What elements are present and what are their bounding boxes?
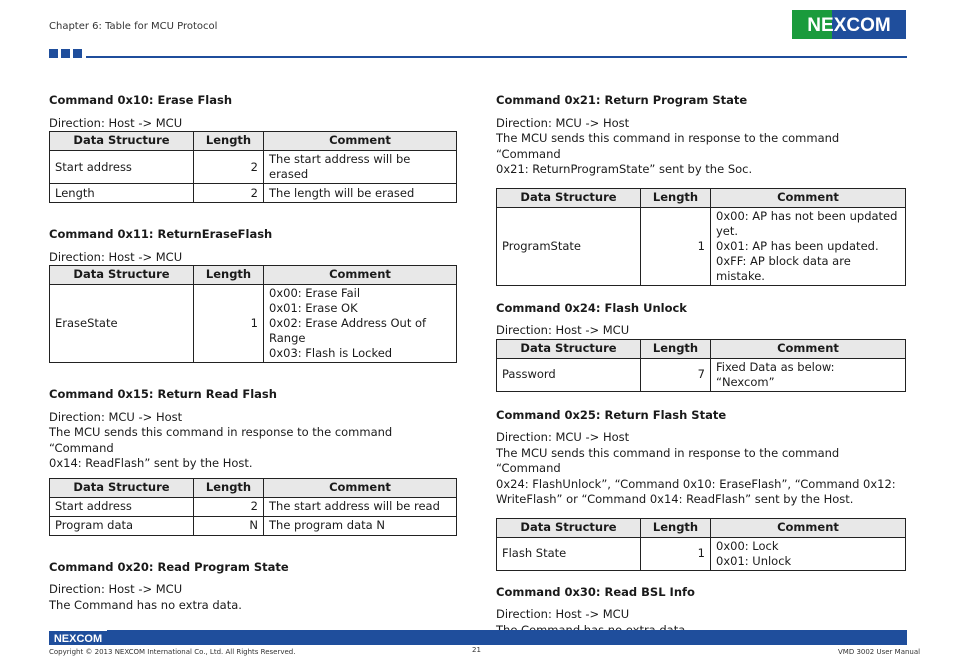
direction-0x21: Direction: MCU -> Host (496, 115, 630, 130)
table-row (50, 151, 457, 184)
section-title-0x21: Command 0x21: Return Program State (496, 93, 748, 107)
logo-text: NEXCOM (807, 15, 891, 36)
cell-field: Length (50, 184, 194, 203)
col-header: Comment (711, 188, 906, 207)
table-row (497, 207, 906, 285)
section-title-0x15: Command 0x15: Return Read Flash (49, 387, 277, 401)
table-row (497, 358, 906, 391)
table-0x25 (496, 518, 906, 571)
comment-line: 0x01: Unlock (716, 553, 792, 568)
col-header: Length (194, 266, 264, 285)
cell-field: Password (497, 358, 641, 391)
table-0x21 (496, 188, 906, 286)
table-row (50, 184, 457, 203)
cell-length: 2 (194, 497, 264, 516)
cell-length: N (194, 516, 264, 535)
col-header: Data Structure (497, 339, 641, 358)
page-number: 21 (472, 646, 481, 654)
comment-line: 0x02: Erase Address Out of Range (269, 316, 427, 345)
direction-0x15: Direction: MCU -> Host (49, 409, 183, 424)
cell-length: 1 (641, 537, 711, 570)
col-header: Data Structure (497, 188, 641, 207)
cell-length: 7 (641, 358, 711, 391)
table-row (497, 537, 906, 570)
direction-0x30: Direction: Host -> MCU (496, 607, 630, 621)
header-divider (86, 56, 907, 58)
cell-length: 2 (194, 184, 264, 203)
cell-field: Program data (50, 516, 194, 535)
direction-0x10: Direction: Host -> MCU (49, 115, 183, 130)
cell-comment (264, 285, 457, 363)
comment-line: Fixed Data as below: (716, 359, 835, 374)
nexcom-footer-logo (49, 631, 107, 645)
description-line: The Command has no extra data. (49, 597, 242, 612)
description-line: The MCU sends this command in response to the command “Command (49, 425, 393, 455)
comment-line: “Nexcom” (716, 374, 775, 389)
col-header: Comment (711, 339, 906, 358)
nexcom-logo (792, 10, 906, 39)
table-row (50, 285, 457, 363)
section-title-0x25: Command 0x25: Return Flash State (496, 407, 727, 422)
right-column (496, 93, 906, 638)
comment-line: 0x00: Lock (716, 538, 779, 553)
col-header: Length (641, 188, 711, 207)
section-title-0x30: Command 0x30: Read BSL Info (496, 584, 695, 599)
col-header: Comment (264, 266, 457, 285)
direction-0x20: Direction: Host -> MCU (49, 582, 183, 596)
direction-0x24: Direction: Host -> MCU (496, 323, 630, 337)
comment-line: 0x01: Erase OK (269, 301, 358, 315)
cell-field: Flash State (497, 537, 641, 570)
direction-0x11: Direction: Host -> MCU (49, 249, 183, 264)
footer-bar (107, 630, 907, 645)
direction-0x25: Direction: MCU -> Host (496, 430, 630, 444)
description-line: 0x14: ReadFlash” sent by the Host. (49, 456, 253, 470)
cell-length: 1 (194, 285, 264, 363)
section-title-0x24: Command 0x24: Flash Unlock (496, 300, 687, 315)
description-line: WriteFlash” or “Command 0x14: ReadFlash” sent by the Host. (496, 492, 854, 506)
manual-title: VMD 3002 User Manual (838, 648, 921, 656)
copyright: Copyright © 2013 NEXCOM International Co., Ltd. All Rights Reserved. (49, 648, 296, 656)
table-row (50, 497, 457, 516)
col-header: Data Structure (50, 132, 194, 151)
cell-comment (711, 207, 906, 285)
comment-line: 0x03: Flash is Locked (269, 346, 393, 360)
cell-comment (711, 358, 906, 391)
description-line: 0x24: FlashUnlock”, “Command 0x10: EraseFlash”, “Command 0x12: (496, 476, 896, 491)
cell-comment (711, 537, 906, 570)
comment-line: 0xFF: AP block data are mistake. (716, 253, 851, 283)
col-header: Data Structure (50, 266, 194, 285)
cell-comment: The start address will be erased (264, 151, 457, 184)
cell-field: Start address (50, 497, 194, 516)
left-column (49, 93, 457, 613)
description-line: The MCU sends this command in response to the command “Command (496, 131, 840, 161)
cell-field: EraseState (50, 285, 194, 363)
cell-length: 1 (641, 207, 711, 285)
col-header: Comment (264, 478, 457, 497)
table-row (50, 516, 457, 535)
comment-line: 0x00: AP has not been updated yet. (716, 208, 898, 238)
comment-line: 0x01: AP has been updated. (716, 238, 879, 253)
col-header: Length (194, 478, 264, 497)
table-0x10 (49, 131, 457, 203)
col-header: Data Structure (497, 518, 641, 537)
cell-field: Start address (50, 151, 194, 184)
section-title-0x11: Command 0x11: ReturnEraseFlash (49, 227, 273, 241)
cell-comment: The start address will be read (264, 497, 457, 516)
comment-line: 0x00: Erase Fail (269, 286, 361, 300)
chapter-title: Chapter 6: Table for MCU Protocol (49, 21, 218, 32)
col-header: Comment (264, 132, 457, 151)
footer-logo-text: NEXCOM (53, 633, 103, 645)
cell-field: ProgramState (497, 207, 641, 285)
col-header: Comment (711, 518, 906, 537)
section-title-0x20: Command 0x20: Read Program State (49, 559, 289, 574)
header-squares (49, 49, 82, 58)
cell-comment: The program data N (264, 516, 457, 535)
description-line: The MCU sends this command in response to the command “Command (496, 445, 840, 475)
section-title-0x10: Command 0x10: Erase Flash (49, 93, 233, 107)
col-header: Length (194, 132, 264, 151)
description-line: 0x21: ReturnProgramState” sent by the Soc. (496, 162, 753, 176)
col-header: Length (641, 518, 711, 537)
table-0x15 (49, 478, 457, 536)
table-0x24 (496, 339, 906, 392)
col-header: Data Structure (50, 478, 194, 497)
col-header: Length (641, 339, 711, 358)
table-0x11 (49, 265, 457, 363)
cell-comment: The length will be erased (264, 184, 457, 203)
cell-length: 2 (194, 151, 264, 184)
